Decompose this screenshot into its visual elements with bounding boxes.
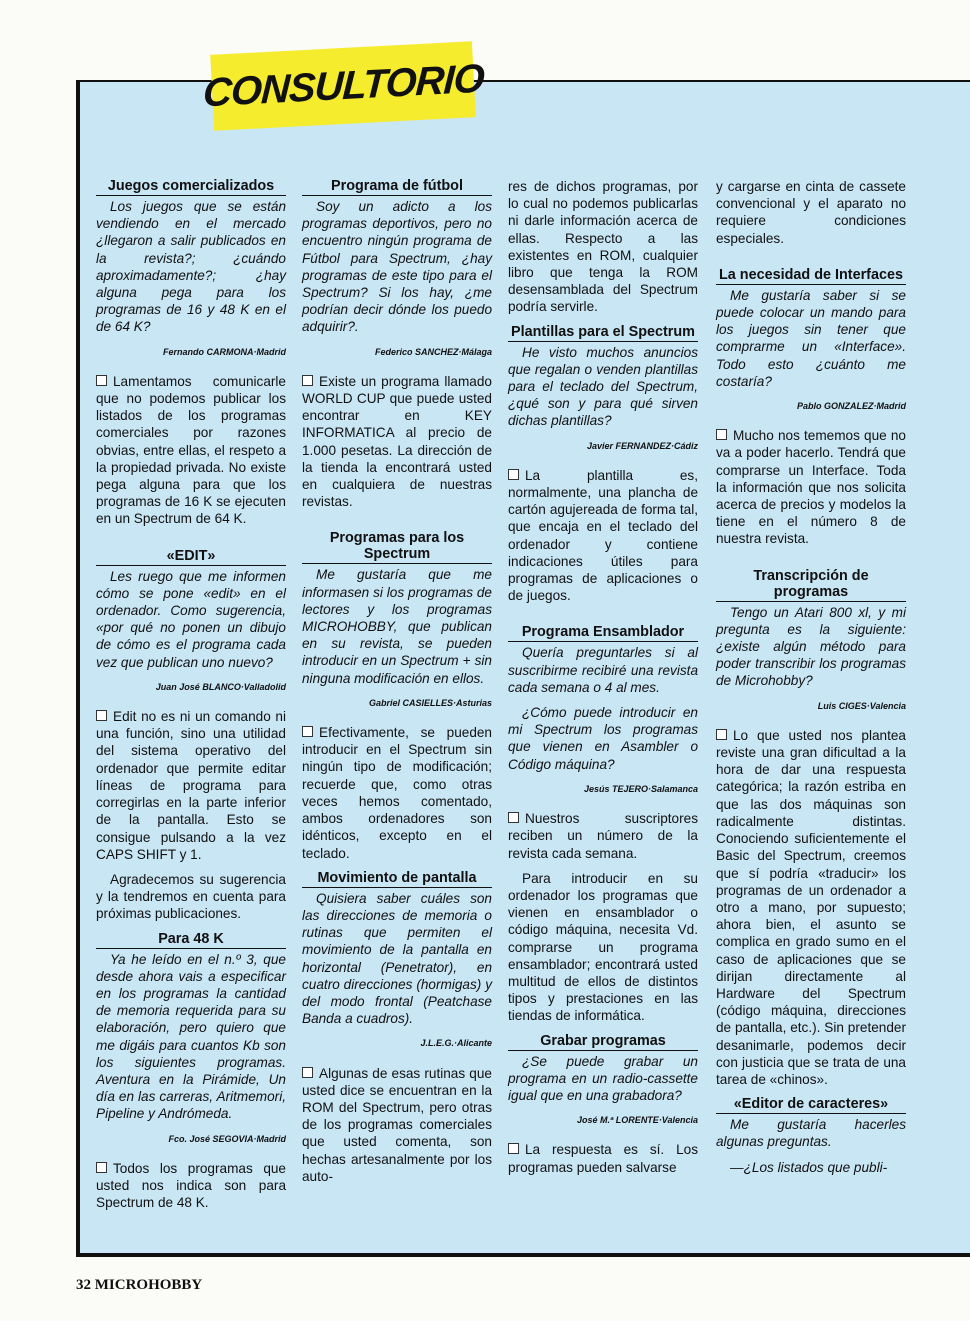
letter-signature: Pablo GONZALEZ·Madrid	[797, 401, 906, 412]
letter-answer: Mucho nos tememos que no va a poder hacerlo. Tendrá que comprarse un Interface. Toda la información que nos solicita acerca de precios y modelos la tiene en el número 8 de nuestra revista.	[716, 428, 906, 547]
letter-title: Programa de fútbol	[302, 178, 492, 196]
page-footer	[76, 1277, 202, 1294]
answer-square-icon	[302, 726, 313, 737]
letter-title: Movimiento de pantalla	[302, 870, 492, 888]
letter-question: Quería preguntarles si al suscribirme recibiré una revista cada semana o 4 al mes.	[508, 645, 698, 695]
answer-square-icon	[508, 1143, 519, 1154]
column-4	[716, 178, 906, 1184]
letter-title: Programas para los Spectrum	[302, 530, 492, 564]
letter-title: «Editor de caracteres»	[716, 1096, 906, 1114]
letter-answer: Existe un programa llamado WORLD CUP que puede usted encontrar en KEY INFORMATICA al precio de 1.000 pesetas. La dirección de la tienda la encontrará usted en cualquiera de nuestras revistas.	[302, 373, 492, 510]
page-number: 32	[76, 1277, 91, 1293]
letter-question-continued: —¿Los listados que publi-	[730, 1159, 888, 1175]
letter-title: «EDIT»	[96, 548, 286, 566]
letter-question: Me gustaría que me informasen si los programas de lectores y los programas MICROHOBBY, que publican en su revista, se pueden introducir en un Spectrum + sin ninguna modificación en ellos.	[302, 567, 492, 686]
letter-signature: José M.ª LORENTE·Valencia	[576, 1115, 698, 1126]
letter-answer: Lamentamos comunicarle que no podemos publicar los listados de los programas comerciales por razones obvias, entre ellas, el respeto a la propiedad privada. No existe pega alguna para que los programas de 16 K se ejecuten en un Spectrum de 64 K.	[96, 373, 286, 527]
letter-signature: Juan José BLANCO·Valladolid	[155, 681, 286, 692]
column-3	[508, 178, 698, 1184]
letter-signature: Federico SANCHEZ·Málaga	[374, 346, 492, 357]
answer-square-icon	[508, 812, 519, 823]
answer-square-icon	[716, 729, 727, 740]
magazine-name: MICROHOBBY	[94, 1277, 203, 1293]
answer-square-icon	[96, 375, 107, 386]
letter-title: Transcripción de programas	[716, 568, 906, 602]
letter-title: La necesidad de Interfaces	[716, 267, 906, 285]
column-2	[302, 178, 492, 1193]
letter-question: Tengo un Atari 800 xl, y mi pregunta es la siguiente: ¿existe algún método para poder transcribir los programas de Microhobby?	[716, 604, 906, 689]
section-title: CONSULTORIO	[201, 56, 485, 115]
letter-signature: Fco. José SEGOVIA·Madrid	[168, 1133, 286, 1144]
letter-title: Grabar programas	[508, 1033, 698, 1051]
letter-question: ¿Se puede grabar un programa en un radio-cassette igual que en una grabadora?	[508, 1053, 698, 1103]
letter-signature: Luis CIGES·Valencia	[817, 700, 906, 711]
letter-question: Soy un adicto a los programas deportivos, pero no encuentro ningún programa de Fútbol para Spectrum, ¿hay programas de este tipo para el Spectrum? Si los hay, ¿me podrían decir dónde los puedo adquirir?.	[302, 199, 492, 335]
letter-title: Plantillas para el Spectrum	[508, 324, 698, 342]
letter-signature: Javier FERNANDEZ·Cádiz	[586, 440, 698, 451]
continued-text: y cargarse en cinta de cassete convencional y el aparato no requiere condiciones especiales.	[716, 179, 906, 246]
answer-square-icon	[716, 429, 727, 440]
letter-answer: Algunas de esas rutinas que usted dice se encuentran en la ROM del Spectrum, pero otras de los programas comerciales que usted comenta, son hechas artesanalmente por los auto-	[302, 1065, 492, 1184]
letter-question: Me gustaría saber si se puede colocar un mando para los juegos sin tener que comprarme un «Interface». Todo esto ¿cuánto me costaría?	[716, 287, 906, 389]
letter-signature: Gabriel CASIELLES·Asturias	[368, 697, 492, 708]
letter-title: Juegos comercializados	[96, 178, 286, 196]
letter-question: Les ruego que me informen cómo se pone «edit» en el ordenador. Como sugerencia, «por qué no ponen un dibujo de cómo es el programa cada vez que publican uno nuevo?	[96, 568, 286, 670]
letter-question: Ya he leído en el n.º 3, que desde ahora vais a especificar en los programas la cantidad de memoria requerida para su elaboración, pero quiero que me digáis para cuantos Kb son los siguientes programas. Aventura en la Pirámide, Un día en las carreras, Aritmemori, Pipeline y Andrómeda.	[96, 951, 286, 1122]
continued-text: res de dichos programas, por lo cual no podemos publicarlas ni darle información acerca de ellas. Respecto a las existentes en ROM, cualquier libro que tenga la ROM desensamblada del Spectrum podría servirle.	[508, 179, 698, 315]
answer-square-icon	[302, 375, 313, 386]
letter-answer: La respuesta es sí. Los programas pueden salvarse	[508, 1142, 698, 1175]
letter-answer: Todos los programas que usted nos indica son para Spectrum de 48 K.	[96, 1160, 286, 1211]
letter-answer: Efectivamente, se pueden introducir en el Spectrum sin ningún tipo de modificación; recuerde que, como otras veces hemos comentado, ambos ordenadores son idénticos, excepto en el teclado.	[302, 725, 492, 861]
letter-question-continued: ¿Cómo puede introducir en mi Spectrum los programas que vienen en Asambler o Código máquina?	[508, 705, 698, 772]
letter-answer: Nuestros suscriptores reciben un número de la revista cada semana.	[508, 811, 698, 861]
letter-answer: Edit no es ni un comando ni una función, sino una utilidad del sistema operativo del ordenador que permite editar líneas de programa para corregirlas en la parte inferior de la pantalla. Esto se consigue pulsando a la vez CAPS SHIFT y 1.	[96, 709, 286, 862]
letter-signature: J.L.E.G.·Alicante	[420, 1038, 492, 1049]
letter-title: Para 48 K	[96, 931, 286, 949]
letter-signature: Fernando CARMONA·Madrid	[163, 346, 286, 357]
answer-square-icon	[96, 1162, 107, 1173]
answer-square-icon	[96, 710, 107, 721]
letter-question: Los juegos que se están vendiendo en el mercado ¿llegaron a salir publicados en la revista?; ¿cuándo aproximadamente?; ¿hay alguna pega para los programas de 16 y 48 K en el de 64 K?	[96, 199, 286, 335]
letter-title: Programa Ensamblador	[508, 624, 698, 642]
answer-square-icon	[302, 1067, 313, 1078]
letter-answer-continued: Para introducir en su ordenador los programas que vienen en ensamblador o código máquina, necesita Vd. comprarse un programa ensamblador; encontrará usted multitud de ellos de distintos tipos y prestaciones en las tiendas de informática.	[508, 870, 698, 1024]
letter-answer: Lo que usted nos plantea reviste una gran dificultad a la hora de dar una respuesta categórica; la razón estriba en que las dos máquinas son radicalmente distintas. Conociendo suficientemente el Basic del Spectrum, creemos que sí podría «traducir» los programas de un ordenador a otro a mano, por supuesto; ahora bien, el asunto se complica en grado sumo en el caso de aplicaciones que se dirijan directamente al Hardware del Spectrum (código máquina, direcciones de pantalla, etc.). Sin pretender desanimarle, podemos decir con justicia que se trata de una tarea de «chinos».	[716, 727, 906, 1087]
letter-question: Quisiera saber cuáles son las direcciones de memoria o rutinas que permiten el movimiento de la pantalla en horizontal (Penetrator), en cuatro direcciones (hormigas) y del modo frontal (Peatchase Banda a cuadros).	[302, 890, 492, 1027]
answer-square-icon	[508, 469, 519, 480]
letter-answer-continued: Agradecemos su sugerencia y la tendremos en cuenta para próximas publicaciones.	[96, 871, 286, 922]
section-banner	[201, 41, 485, 131]
column-1	[96, 178, 286, 1219]
letter-answer: La plantilla es, normalmente, una plancha de cartón agujereada de forma tal, que encaja en el teclado del ordenador y contiene indicaciones útiles para programas de aplicaciones o de juegos.	[508, 467, 698, 604]
letter-signature: Jesús TEJERO·Salamanca	[583, 783, 698, 794]
letter-question: He visto muchos anuncios que regalan o venden plantillas para el teclado del Spectrum, ¿qué son y para qué sirven dichas plantillas?	[508, 344, 698, 429]
letter-question: Me gustaría hacerles algunas preguntas.	[716, 1117, 906, 1150]
